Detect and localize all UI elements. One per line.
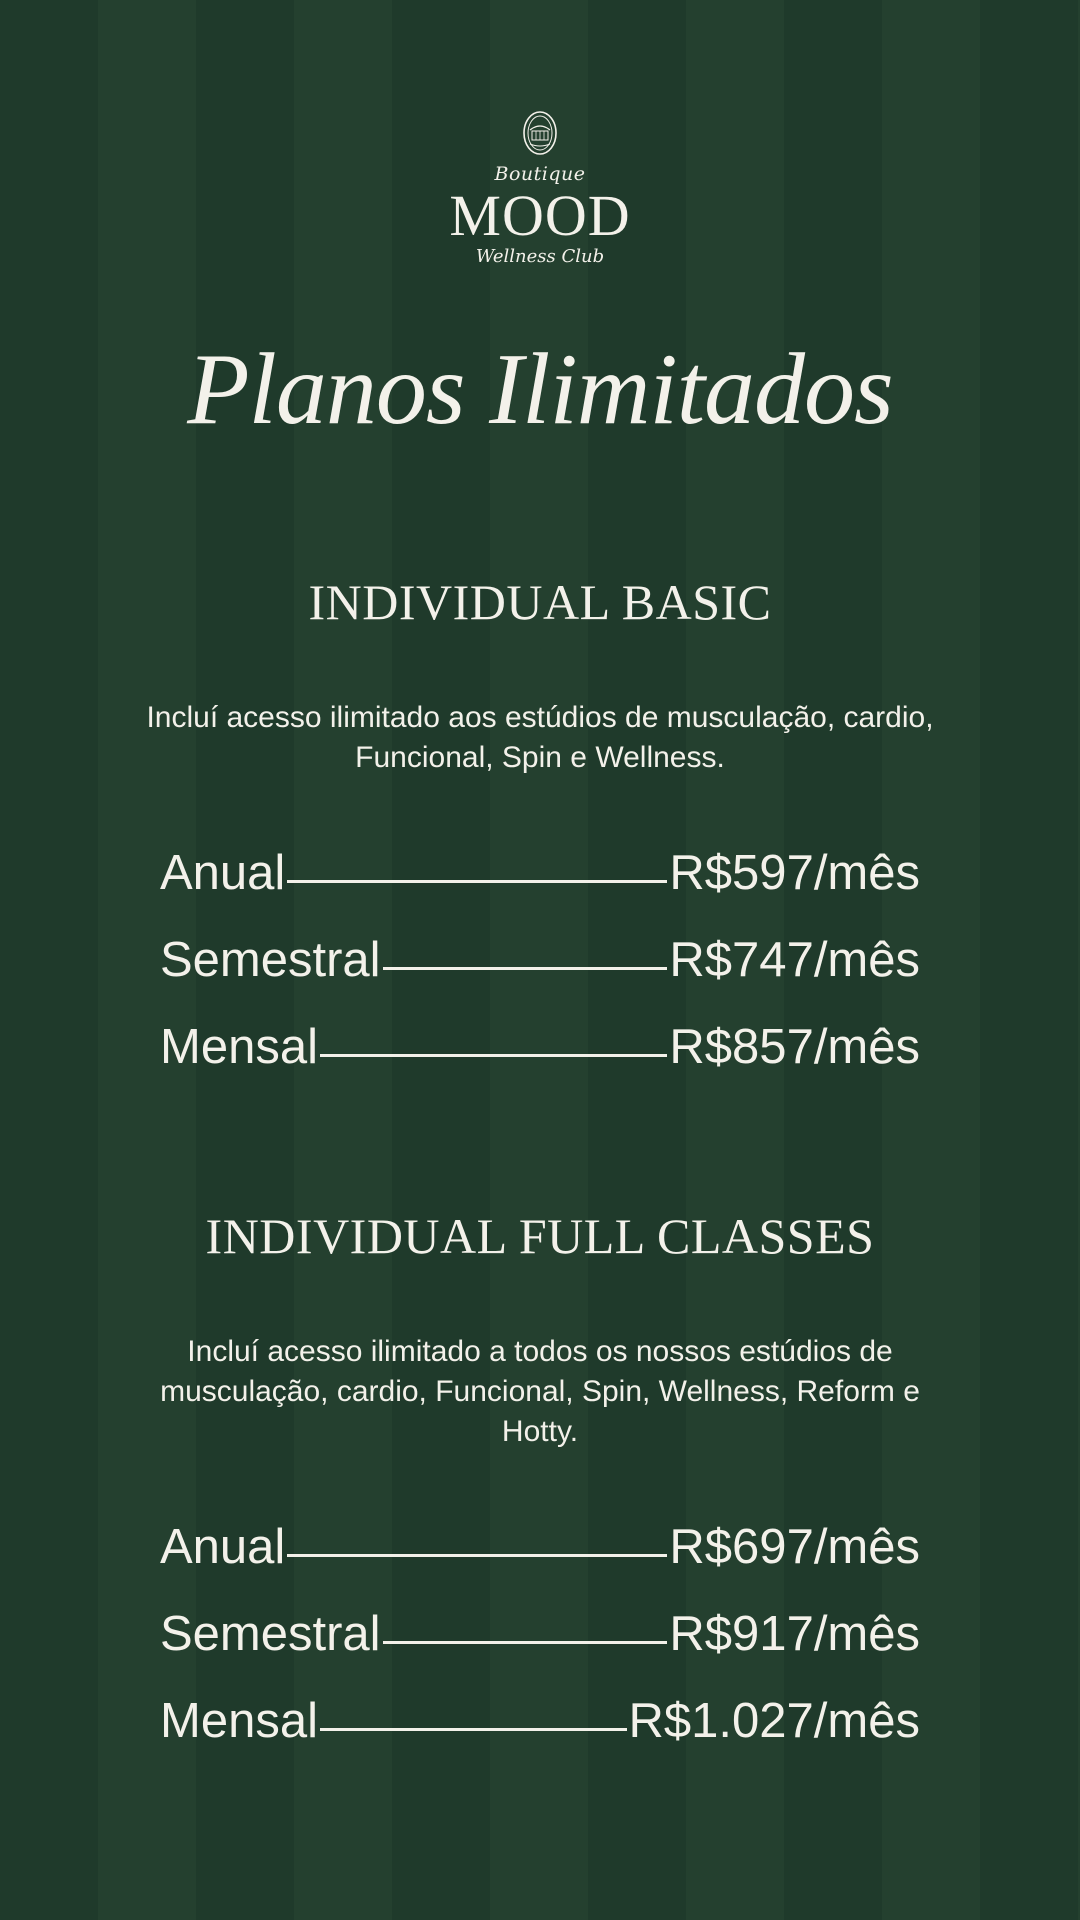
crest-emblem-icon: [520, 108, 560, 158]
plan-section-basic: [0, 566, 1080, 1091]
plan-description: Incluí acesso ilimitado a todos os nossos estúdios de musculação, cardio, Funcional, Spin, Wellness, Reform e Hotty.: [160, 1335, 920, 1448]
leader-line: [287, 1554, 667, 1557]
brand-logo: [0, 108, 1080, 268]
price-value: R$1.027/mês: [628, 1694, 920, 1748]
price-row-mensal: [160, 1004, 920, 1091]
leader-line: [320, 1728, 627, 1731]
price-label: Anual: [160, 1520, 286, 1574]
price-label: Mensal: [160, 1020, 318, 1074]
price-row-anual: [160, 830, 920, 917]
page-title: Planos Ilimitados: [187, 333, 893, 446]
leader-line: [383, 1641, 668, 1644]
price-value: R$697/mês: [669, 1520, 920, 1574]
price-value: R$597/mês: [669, 846, 920, 900]
plan-section-full-classes: [0, 1200, 1080, 1765]
price-label: Semestral: [160, 933, 381, 987]
logo-subtitle-bottom: Wellness Club: [475, 246, 605, 267]
plan-description: Incluí acesso ilimitado aos estúdios de musculação, cardio, Funcional, Spin e Wellness.: [146, 701, 934, 774]
price-label: Mensal: [160, 1694, 318, 1748]
price-row-semestral: [160, 1591, 920, 1678]
price-list: [160, 1504, 920, 1765]
leader-line: [287, 880, 667, 883]
leader-line: [320, 1054, 667, 1057]
plan-title: INDIVIDUAL FULL CLASSES: [205, 1208, 875, 1264]
price-value: R$917/mês: [669, 1607, 920, 1661]
price-value: R$747/mês: [669, 933, 920, 987]
leader-line: [383, 967, 668, 970]
plan-title: INDIVIDUAL BASIC: [308, 574, 772, 630]
price-row-anual: [160, 1504, 920, 1591]
logo-subtitle-top: Boutique: [494, 163, 586, 185]
price-value: R$857/mês: [669, 1020, 920, 1074]
price-row-mensal: [160, 1678, 920, 1765]
logo-brand-name: MOOD: [449, 183, 631, 248]
price-row-semestral: [160, 917, 920, 1004]
price-list: [160, 830, 920, 1091]
price-label: Semestral: [160, 1607, 381, 1661]
price-label: Anual: [160, 846, 286, 900]
